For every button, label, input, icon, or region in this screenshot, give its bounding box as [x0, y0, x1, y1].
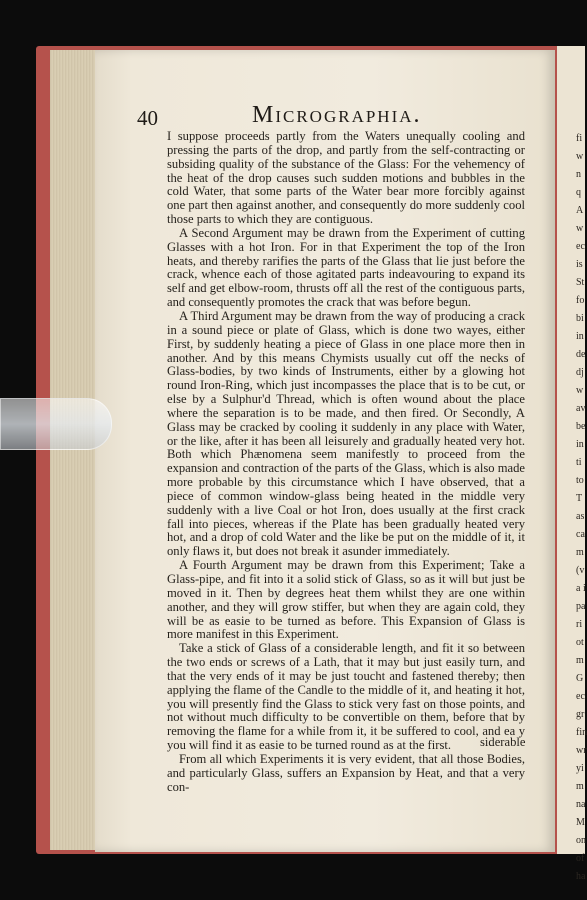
facing-fragment: of — [576, 853, 585, 864]
facing-fragment: fo — [576, 295, 585, 306]
facing-fragment: fi — [576, 133, 583, 144]
facing-fragment: ca — [576, 529, 585, 540]
page-number: 40 — [137, 106, 158, 130]
facing-fragment: wr — [576, 745, 587, 756]
facing-fragment: de — [576, 349, 586, 360]
catchword: siderable — [480, 735, 526, 749]
facing-fragment: n — [576, 169, 581, 180]
paragraph-5: Take a stick of Glass of a considerable length, and fit it so between the two ends or screws of a Lath, that it may but just easily turn, and that the very ends of it may be just toucht and fastened thereby; then applying the flame of the Candle to the middle of it, and heating it hot, you will presently find the Glass to stick very fast on those points, and not without much difficulty to be convertible on them, before that by removing the flame for a while from it, it be suffered to cool, and ea y you will find it as easie to be turned round as at the first. — [167, 641, 525, 753]
facing-fragment: as — [576, 511, 585, 522]
facing-fragment: ha — [576, 871, 586, 882]
facing-fragment: pa — [576, 601, 586, 612]
paragraph-1: I suppose proceeds partly from the Waters unequally cooling and pressing the parts of the drop, and partly from the self-contracting or subsiding quality of the substance of the Glass: For the vehemency of the heat of the drop causes such sudden motions and bubbles in the cold Water, that some parts of the Water bear more forcibly against one part then against another, and consequently do more suddenly cool those parts to which they are contiguous. — [167, 129, 525, 227]
page-edges — [50, 50, 100, 850]
page-holder-clip — [0, 398, 112, 450]
facing-fragment: in — [576, 439, 584, 450]
body-text — [167, 130, 525, 795]
facing-fragment: be — [576, 421, 586, 432]
facing-fragment: m — [576, 547, 584, 558]
paragraph-6: From all which Experiments it is very evident, that all those Bodies, and particularly Glass, suffers an Expansion by Heat, and that a very con- — [167, 751, 525, 794]
facing-fragment: ec — [576, 691, 585, 702]
facing-fragment: a i — [576, 583, 586, 594]
facing-fragment: M — [576, 817, 585, 828]
facing-fragment: dj — [576, 367, 584, 378]
facing-fragment: in — [576, 331, 584, 342]
facing-fragment: w — [576, 223, 584, 234]
facing-fragment: bi — [576, 313, 584, 324]
facing-fragment: ot — [576, 637, 584, 648]
facing-fragment: fin — [576, 727, 587, 738]
facing-fragment: St — [576, 277, 585, 288]
paragraph-4: A Fourth Argument may be drawn from this Experiment; Take a Glass-pipe, and fit into it a solid stick of Glass, so as it will but just be moved in it. Then by degrees heat them whilst they are one within another, and they will grow stiffer, but when they are again cold, they will be as easie to be turned as before. This Expansion of Glass is more manifest in this Experiment. — [167, 558, 525, 642]
facing-fragment: T — [576, 493, 583, 504]
facing-fragment: yi — [576, 763, 584, 774]
facing-fragment: ti — [576, 457, 582, 468]
facing-fragment: m — [576, 781, 584, 792]
facing-fragment: G — [576, 673, 584, 684]
facing-fragment: on — [576, 835, 586, 846]
running-title: Micrographia. — [252, 102, 422, 128]
facing-fragment: m — [576, 655, 584, 666]
facing-fragment: gr — [576, 709, 585, 720]
facing-fragment: av — [576, 403, 586, 414]
facing-fragment: (v — [576, 565, 585, 576]
paragraph-2: A Second Argument may be drawn from the Experiment of cutting Glasses with a hot Iron. For in that Experiment the top of the Iron heats, and thereby rarifies the parts of the Glass that lie just before the crack, whence each of those agitated parts indeavouring to expand its self and get elbow-room, thrusts off all the rest of the contiguous parts, and consequently promotes the crack that was before begun. — [167, 225, 525, 310]
page-header — [137, 100, 537, 130]
facing-fragment: is — [576, 259, 583, 270]
facing-fragment: na — [576, 799, 586, 810]
facing-page-text — [576, 130, 585, 886]
facing-fragment: to — [576, 475, 584, 486]
facing-fragment: q — [576, 187, 581, 198]
facing-fragment: A — [576, 205, 584, 216]
facing-fragment: w — [576, 385, 584, 396]
facing-fragment: ri — [576, 619, 583, 630]
facing-fragment: ec — [576, 241, 585, 252]
facing-fragment: w — [576, 151, 584, 162]
paragraph-3: A Third Argument may be drawn from the way of producing a crack in a sound piece or plate of Glass, which is done two wayes, either First, by suddenly heating a piece of Glass in one place more then in another. And by this means Chymists usually cut off the necks of Glass-bodies, by two kinds of Instruments, either by a glowing hot round Iron-Ring, which just incompasses the place that is to be cut, or else by a Sulphur'd Thread, which is often wound about the place where the separation is to be made, and then fired. Or Secondly, A Glass may be cracked by cooling it suddenly in any place with Water, or the like, after it has been all leisurely and gradually heated very hot. Both which Phænomena seem manifestly to proceed from the expansion and contraction of the parts of the Glass, which is also made more probable by this circumstance which I have observed, that a piece of common window-glass being heated in the middle very suddenly with a live Coal or hot Iron, does usually at the first crack fall into pieces, whereas if the Plate has been gradually heated very hot, and a drop of cold Water and the like be put on the middle of it, it only flaws it, but does not break it asunder immediately. — [167, 308, 525, 559]
